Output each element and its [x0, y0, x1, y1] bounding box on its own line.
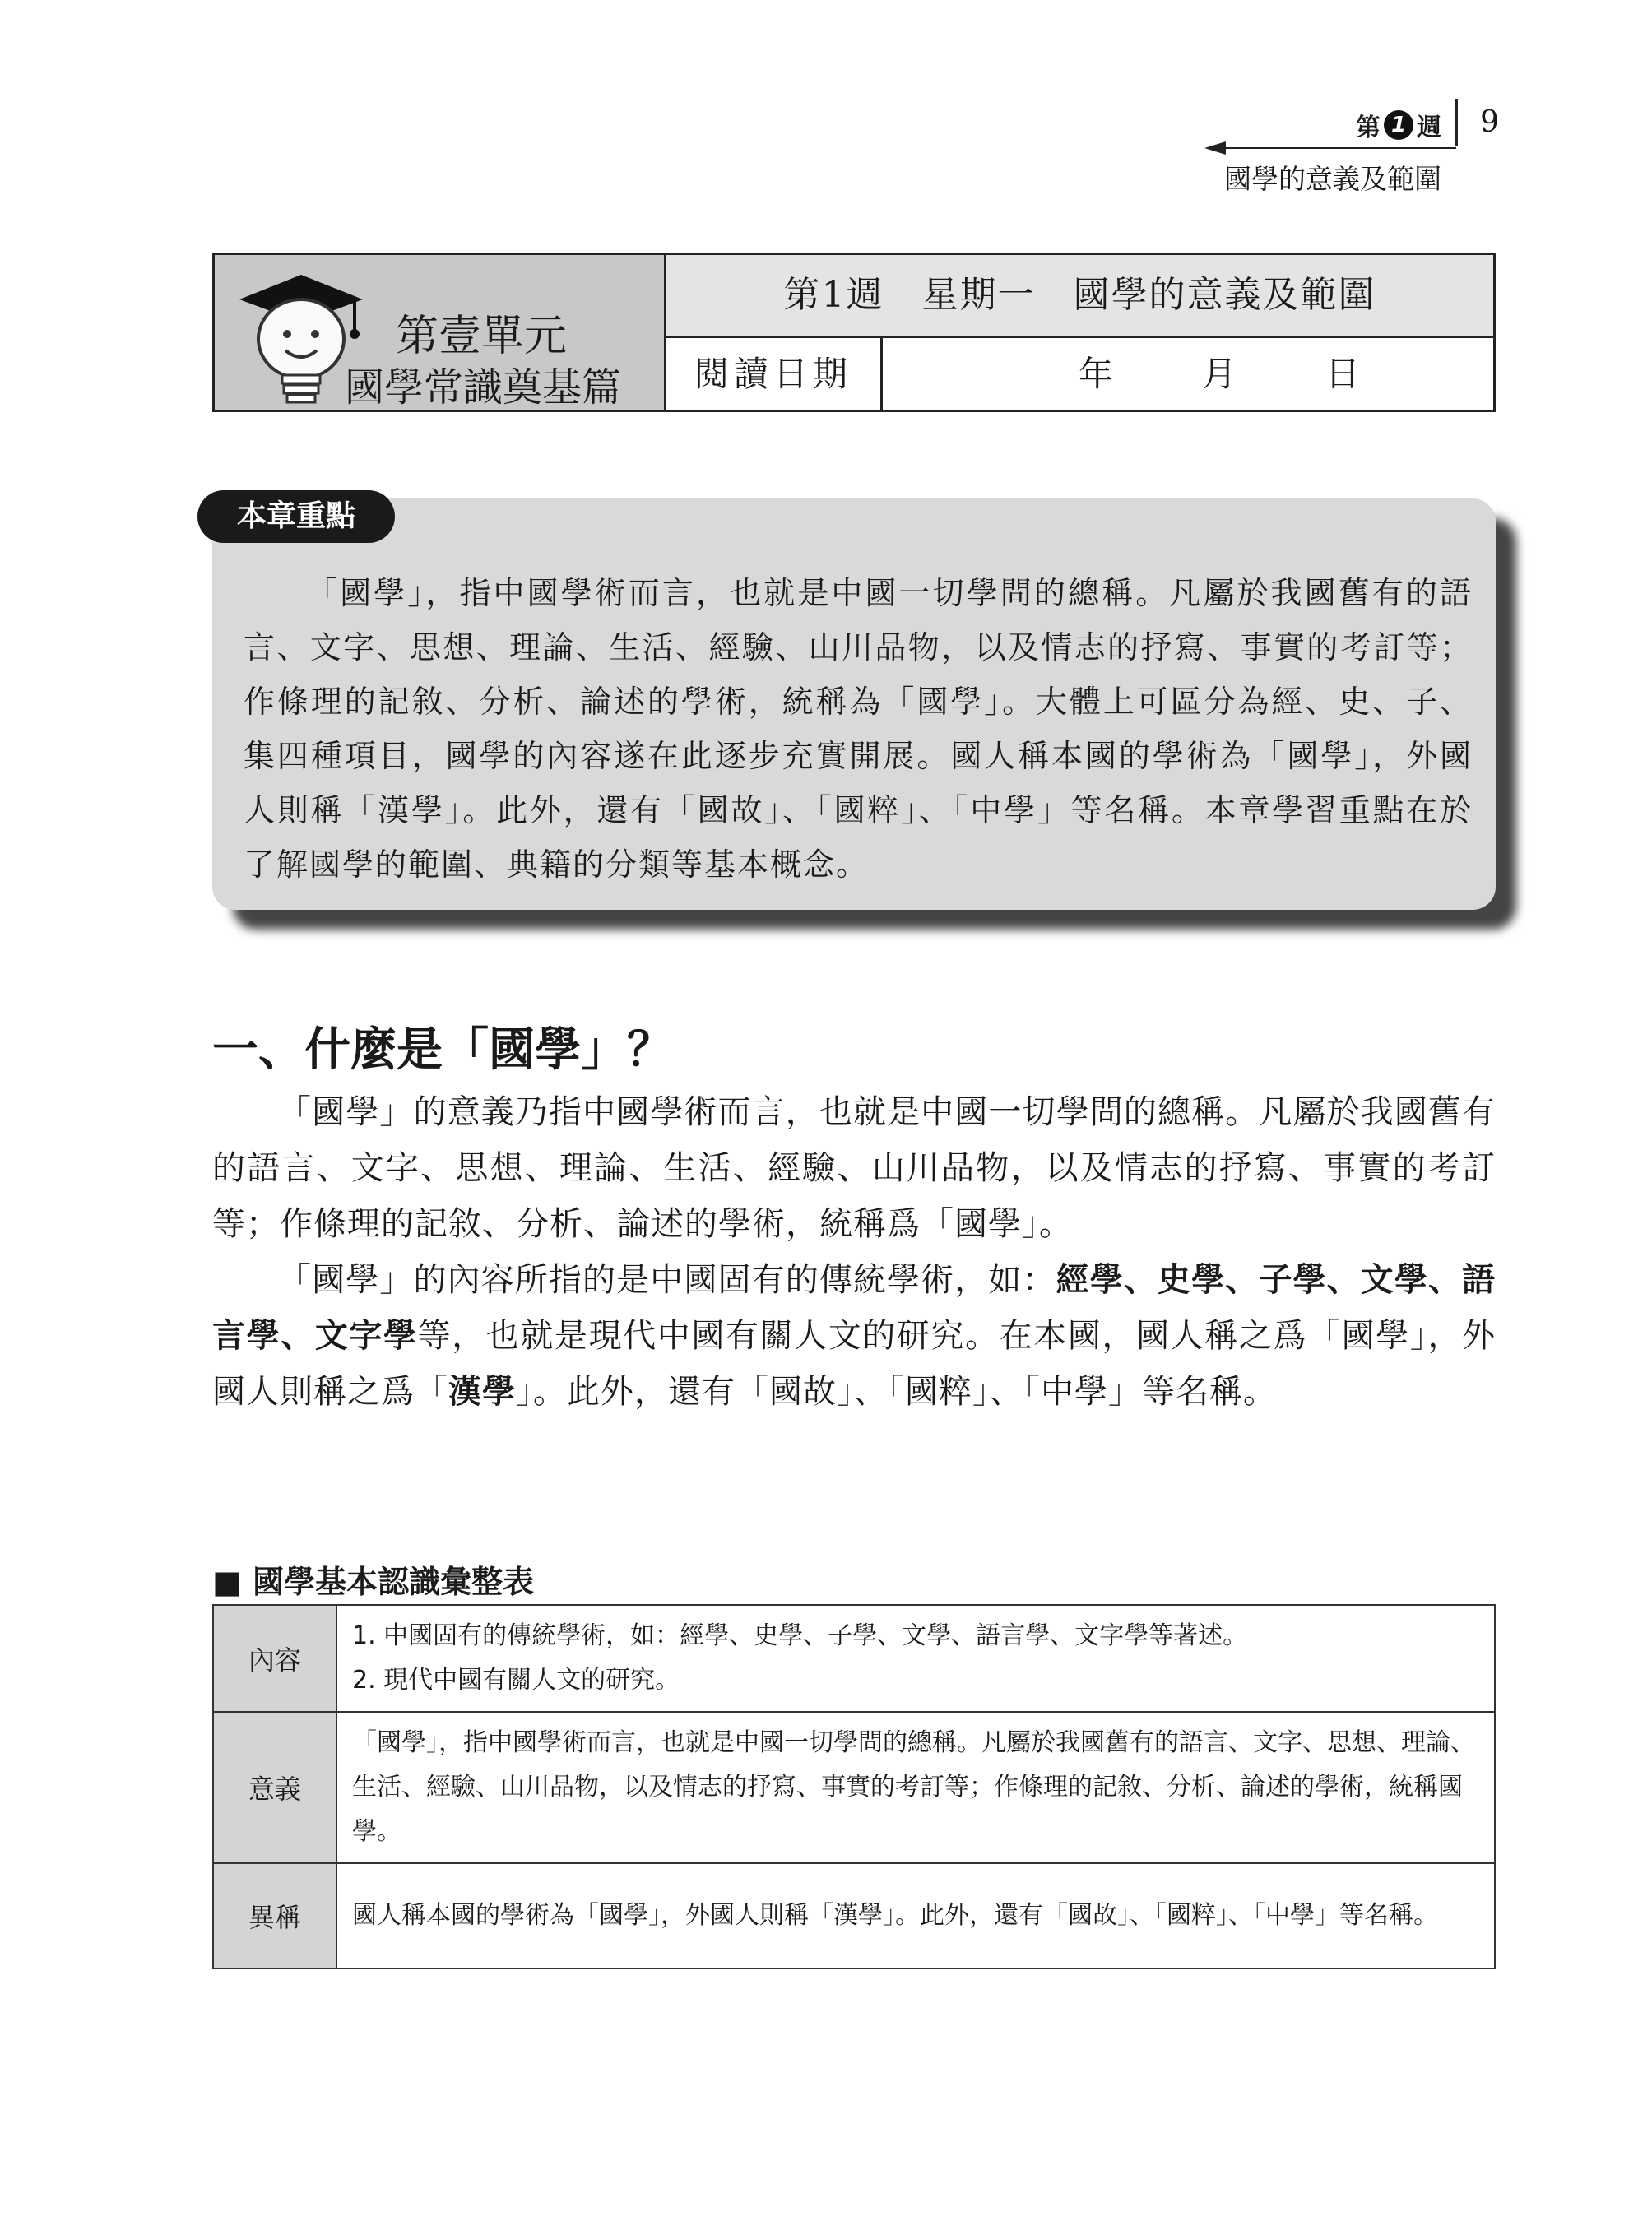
key-points-text: 「國學」，指中國學術而言，也就是中國一切學問的總稱。凡屬於我國舊有的語言、文字、思想、理論、生活、經驗、山川品物，以及情志的抒寫、事實的考訂等；作條理的記敘、分析、論述的學術，統稱為「國學」。大體上可區分為經、史、子、集四種項目，國學的內容遂在此逐步充實開展。國人稱本國的學術為「國學」，外國人則稱「漢學」。此外，還有「國故」、「國粹」、「中學」等名稱。本章學習重點在於了解國學的範圍、典籍的分類等基本概念。: [244, 575, 1473, 883]
date-month-label: 月: [1202, 354, 1237, 394]
page-number: 9: [1480, 105, 1499, 139]
row-head-aliases: 異稱: [213, 1863, 336, 1968]
week-suffix: 週: [1417, 114, 1441, 142]
row-cell-aliases: 國人稱本國的學術為「國學」，外國人則稱「漢學」。此外，還有「國故」、「國粹」、「中學」等名稱。: [336, 1863, 1495, 1968]
paragraph-2: [212, 1252, 1496, 1420]
date-year-label: 年: [1079, 354, 1114, 394]
table-row: [213, 1605, 1495, 1712]
section-title: 一、什麼是「國學」？: [212, 1023, 673, 1077]
left-arrow-icon: [1204, 140, 1456, 156]
term-wenxue: 文學: [1360, 1261, 1428, 1299]
term-separator: 、: [1123, 1261, 1158, 1299]
row-cell-meaning: 「國學」，指中國學術而言，也就是中國一切學問的總稱。凡屬於我國舊有的語言、文字、思想、理論、生活、經驗、山川品物，以及情志的抒寫、事實的考訂等；作條理的記敘、分析、論述的學術，統稱國學。: [336, 1712, 1495, 1863]
unit-box: [212, 253, 1496, 412]
table-row: [213, 1863, 1495, 1968]
term-shixue: 史學: [1158, 1261, 1226, 1299]
cell-line: 2. 現代中國有關人文的研究。: [352, 1666, 680, 1695]
unit-subtitle: 國學常識奠基篇: [345, 364, 622, 410]
term-hanxue: 漢學: [448, 1373, 516, 1411]
key-points-tag: 本章重點: [197, 490, 395, 543]
paragraph-1: 「國學」的意義乃指中國學術而言，也就是中國一切學問的總稱。凡屬於我國舊有的語言、文字、思想、理論、生活、經驗、山川品物，以及情志的抒寫、事實的考訂等；作條理的記敘、分析、論述的學術，統稱爲「國學」。: [212, 1093, 1496, 1243]
date-day-label: 日: [1325, 354, 1361, 394]
unit-banner: [215, 255, 666, 410]
table-row: [213, 1712, 1495, 1863]
row-head-content: 內容: [213, 1605, 336, 1712]
week-number-badge: 1: [1384, 110, 1413, 140]
reading-date-label: 閱讀日期: [666, 338, 883, 410]
row-head-meaning: 意義: [213, 1712, 336, 1863]
term-separator: 、: [281, 1317, 315, 1355]
summary-table: [212, 1604, 1496, 1969]
p2-text-a: 「國學」的內容所指的是中國固有的傳統學術，如：: [278, 1261, 1056, 1299]
table-title: ■ 國學基本認識彙整表: [212, 1564, 535, 1600]
running-header: [1168, 99, 1514, 197]
week-prefix: 第: [1356, 114, 1381, 142]
term-separator: 、: [1427, 1261, 1463, 1299]
term-separator: 、: [1225, 1261, 1260, 1299]
lesson-title: 第1週 星期一 國學的意義及範圍: [666, 255, 1493, 338]
unit-title: 第壹單元: [396, 312, 568, 361]
term-zixue: 子學: [1259, 1261, 1327, 1299]
term-wenzixue: 文字學: [314, 1317, 418, 1355]
p2-text-d: 」。此外，還有「國故」、「國粹」、「中學」等名稱。: [516, 1373, 1277, 1411]
term-separator: 、: [1326, 1261, 1361, 1299]
term-yuyanxue: 語言學: [212, 1261, 1497, 1355]
week-marker: [1356, 107, 1441, 143]
row-cell-content: [336, 1605, 1495, 1712]
cell-line: 1. 中國固有的傳統學術，如：經學、史學、子學、文學、語言學、文字學等著述。: [352, 1621, 1248, 1650]
p2-text-c: 等，也就是現代中國有關人文的研究。在本國，國人稱之爲「國學」，外國人則稱之爲「: [212, 1317, 1497, 1411]
chapter-title: 國學的意義及範圍: [1224, 163, 1441, 195]
term-jingxue: 經學: [1056, 1261, 1124, 1299]
